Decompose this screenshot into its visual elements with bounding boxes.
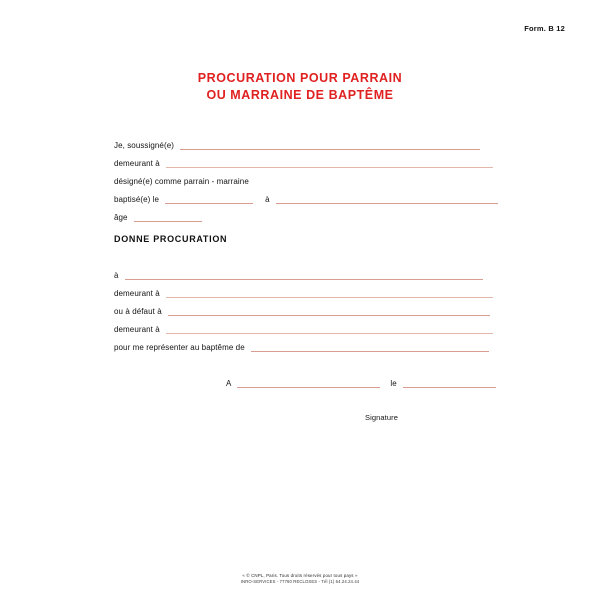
field-rule-age[interactable] <box>134 221 202 222</box>
field-rule-baptise-lieu[interactable] <box>276 203 498 204</box>
field-label-baptise: baptisé(e) le <box>114 195 160 204</box>
field-row-age <box>114 210 202 224</box>
footer-printer-info: INRO-SERVICES - 77760 RECLOSES - Tél (1) 64.24.24.44 <box>240 579 360 585</box>
field-label-baptise-lieu: à <box>265 195 270 204</box>
field-label-designe: désigné(e) comme parrain - marraine <box>114 177 249 186</box>
field-row-proxy-a <box>114 268 483 282</box>
field-label-proxy-demeurant-2: demeurant à <box>114 325 160 334</box>
title-line-1: PROCURATION POUR PARRAIN <box>197 71 403 85</box>
field-rule-proxy-a[interactable] <box>125 279 483 280</box>
field-label-proxy-defaut: ou à défaut à <box>114 307 162 316</box>
field-row-designe <box>114 174 249 188</box>
field-rule-proxy-defaut[interactable] <box>168 315 490 316</box>
field-row-representer <box>114 340 489 354</box>
field-row-proxy-demeurant-2 <box>114 322 493 336</box>
field-label-soussigne: Je, soussigné(e) <box>114 141 174 150</box>
date-rule[interactable] <box>403 387 496 388</box>
field-rule-proxy-demeurant-2[interactable] <box>166 333 493 334</box>
field-label-representer: pour me représenter au baptême de <box>114 343 245 352</box>
field-rule-soussigne[interactable] <box>180 149 480 150</box>
field-row-proxy-defaut <box>114 304 490 318</box>
place-label: A <box>226 379 232 388</box>
footer <box>0 573 600 585</box>
section-heading-donne-procuration: DONNE PROCURATION <box>114 234 228 244</box>
signature-label: Signature <box>365 413 399 422</box>
footer-copyright: « © CNPL, Paris. Tous droits réservés pour tous pays » <box>242 572 358 579</box>
form-number: Form. B 12 <box>524 24 565 33</box>
field-rule-baptise-date[interactable] <box>165 203 253 204</box>
place-rule[interactable] <box>237 387 380 388</box>
place-date-row <box>226 377 496 390</box>
field-rule-proxy-demeurant-1[interactable] <box>166 297 493 298</box>
field-rule-representer[interactable] <box>251 351 489 352</box>
date-label: le <box>390 379 397 388</box>
title-line-2: OU MARRAINE DE BAPTÊME <box>206 88 394 102</box>
field-label-demeurant-1: demeurant à <box>114 159 160 168</box>
field-row-demeurant-1 <box>114 156 493 170</box>
field-row-baptise <box>114 192 498 206</box>
document-title <box>0 70 600 104</box>
field-row-soussigne <box>114 138 480 152</box>
field-row-proxy-demeurant-1 <box>114 286 493 300</box>
field-rule-demeurant-1[interactable] <box>166 167 493 168</box>
field-label-proxy-a: à <box>114 271 119 280</box>
field-label-age: âge <box>114 213 128 222</box>
field-label-proxy-demeurant-1: demeurant à <box>114 289 160 298</box>
